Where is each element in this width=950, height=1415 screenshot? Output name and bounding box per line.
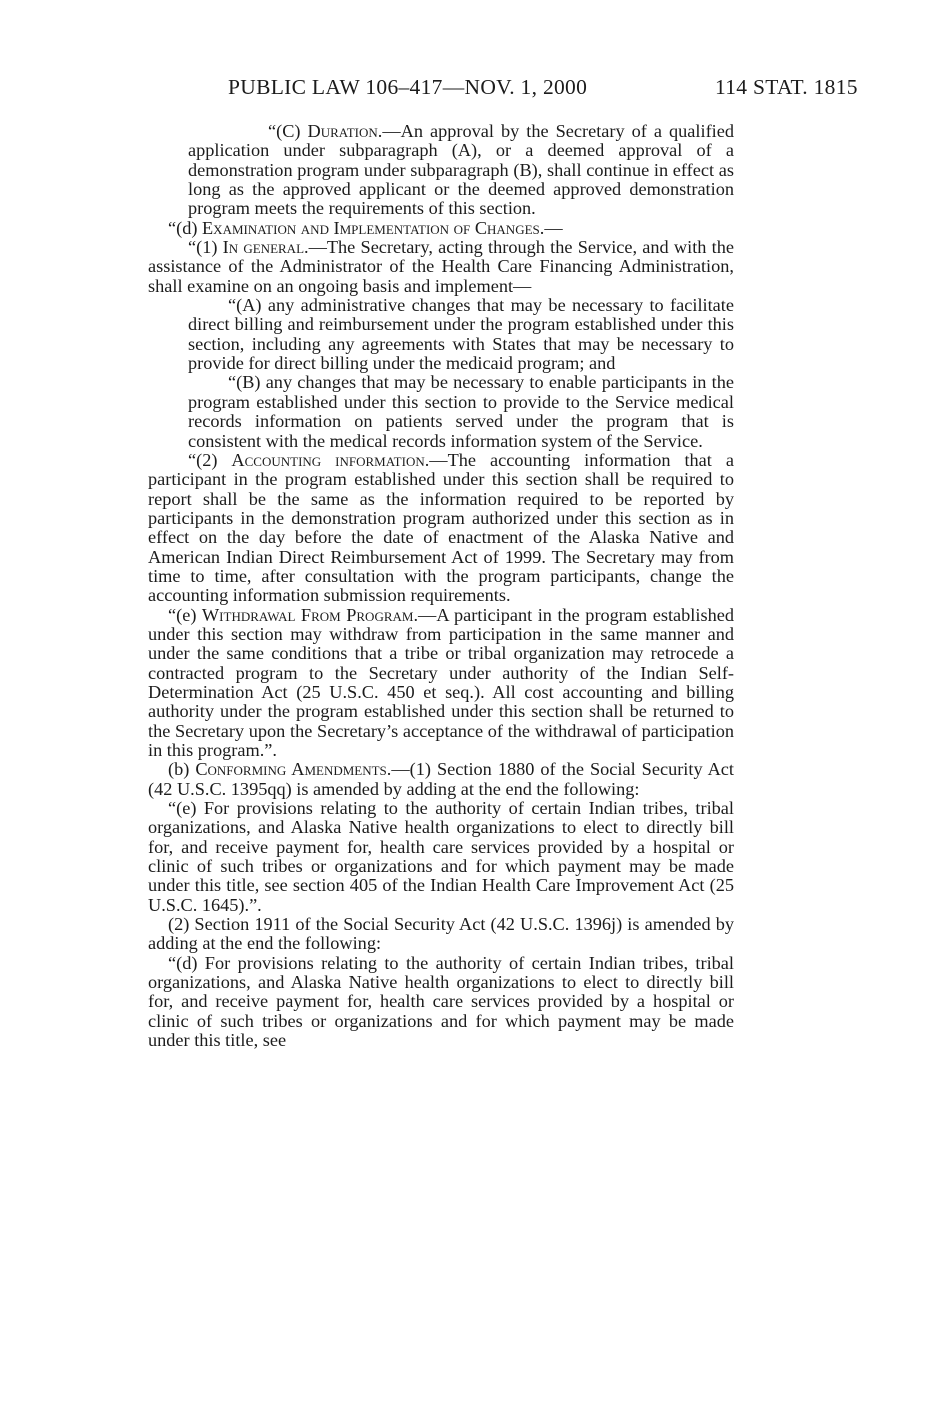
paragraph-d1b: “(B) any changes that may be necessary to enable participants in the program established under this section to provide to the Service medical records information on patients served under the program that is consistent with the medical records information system of the Service.: [188, 372, 734, 451]
statute-page-number: 114 STAT. 1815: [715, 75, 858, 99]
section-heading: Conforming Amendments.: [195, 759, 392, 780]
paragraph-c-duration: “(C) Duration.—An approval by the Secretary of a qualified application under subparagraph (A), or a deemed approval of a demonstration program under subparagraph (B), shall continue in effect as long as the approved applicant or the deemed approved demonstration program meets the requirements of this section.: [188, 121, 735, 219]
section-heading: Duration.: [307, 121, 383, 141]
paragraph-b2: (2) Section 1911 of the Social Security Act (42 U.S.C. 1396j) is amended by adding at the end the following:: [148, 914, 734, 954]
paragraph-d1a: “(A) any administrative changes that may be necessary to facilitate direct billing and reimbursement under the program established under this section, including any agreements with States that may be necessary to provide for direct billing under the medicaid program; and: [188, 295, 734, 374]
paragraph-b-conforming: (b) Conforming Amendments.—(1) Section 1880 of the Social Security Act (42 U.S.C. 1395qq) is amended by adding at the end the following:: [148, 759, 735, 799]
paragraph-d2: “(2) Accounting information.—The accounting information that a participant in the program established under this section shall be required to report shall be the same as the information required to be reported by participants in the demonstration program authorized under this section as in effect on the day before the date of enactment of the Alaska Native and American Indian Direct Reimbursement Act of 1999. The Secretary may from time to time, after consultation with the program participants, change the accounting information submission requirements.: [148, 449, 734, 606]
section-heading: Examination and Implementation of Changes.: [202, 217, 545, 238]
paragraph-quoted-d: “(d) For provisions relating to the authority of certain Indian tribes, tribal organizations, and Alaska Native health organizations to elect to directly bill for, and receive payment for, health care services provided by a hospital or clinic of such tribes or organizations and for which payment may be made under this title, see: [148, 952, 734, 1051]
section-heading: In general.: [222, 237, 309, 258]
public-law-citation: PUBLIC LAW 106–417—NOV. 1, 2000: [228, 75, 588, 99]
document-body: [148, 122, 734, 1051]
paragraph-d-heading: “(d) Examination and Implementation of Changes.—: [168, 217, 563, 238]
section-heading: Withdrawal From Program.: [201, 604, 419, 625]
paragraph-quoted-e: “(e) For provisions relating to the authority of certain Indian tribes, tribal organizations, and Alaska Native health organizations to elect to directly bill for, and receive payment for, health care services provided by a hospital or clinic of such tribes or organizations and for which payment may be made under this title, see section 405 of the Indian Health Care Improvement Act (25 U.S.C. 1645).”.: [148, 798, 734, 915]
page-header: [0, 72, 950, 102]
section-heading: Accounting information.: [231, 449, 430, 470]
paragraph-e-withdrawal: “(e) Withdrawal From Program.—A participant in the program established under this section may withdraw from participation in the same manner and under the same conditions that a tribe or tribal organization may retrocede a contracted program to the Secretary under authority of the Indian Self-Determination Act (25 U.S.C. 450 et seq.). All cost accounting and billing authority under the program established under this section shall be returned to the Secretary upon the Secretary’s acceptance of the withdrawal of participation in this program.”.: [148, 604, 734, 760]
paragraph-d1: “(1) In general.—The Secretary, acting through the Service, and with the assistance of the Administrator of the Health Care Financing Administration, shall examine on an ongoing basis and implement—: [148, 237, 734, 296]
